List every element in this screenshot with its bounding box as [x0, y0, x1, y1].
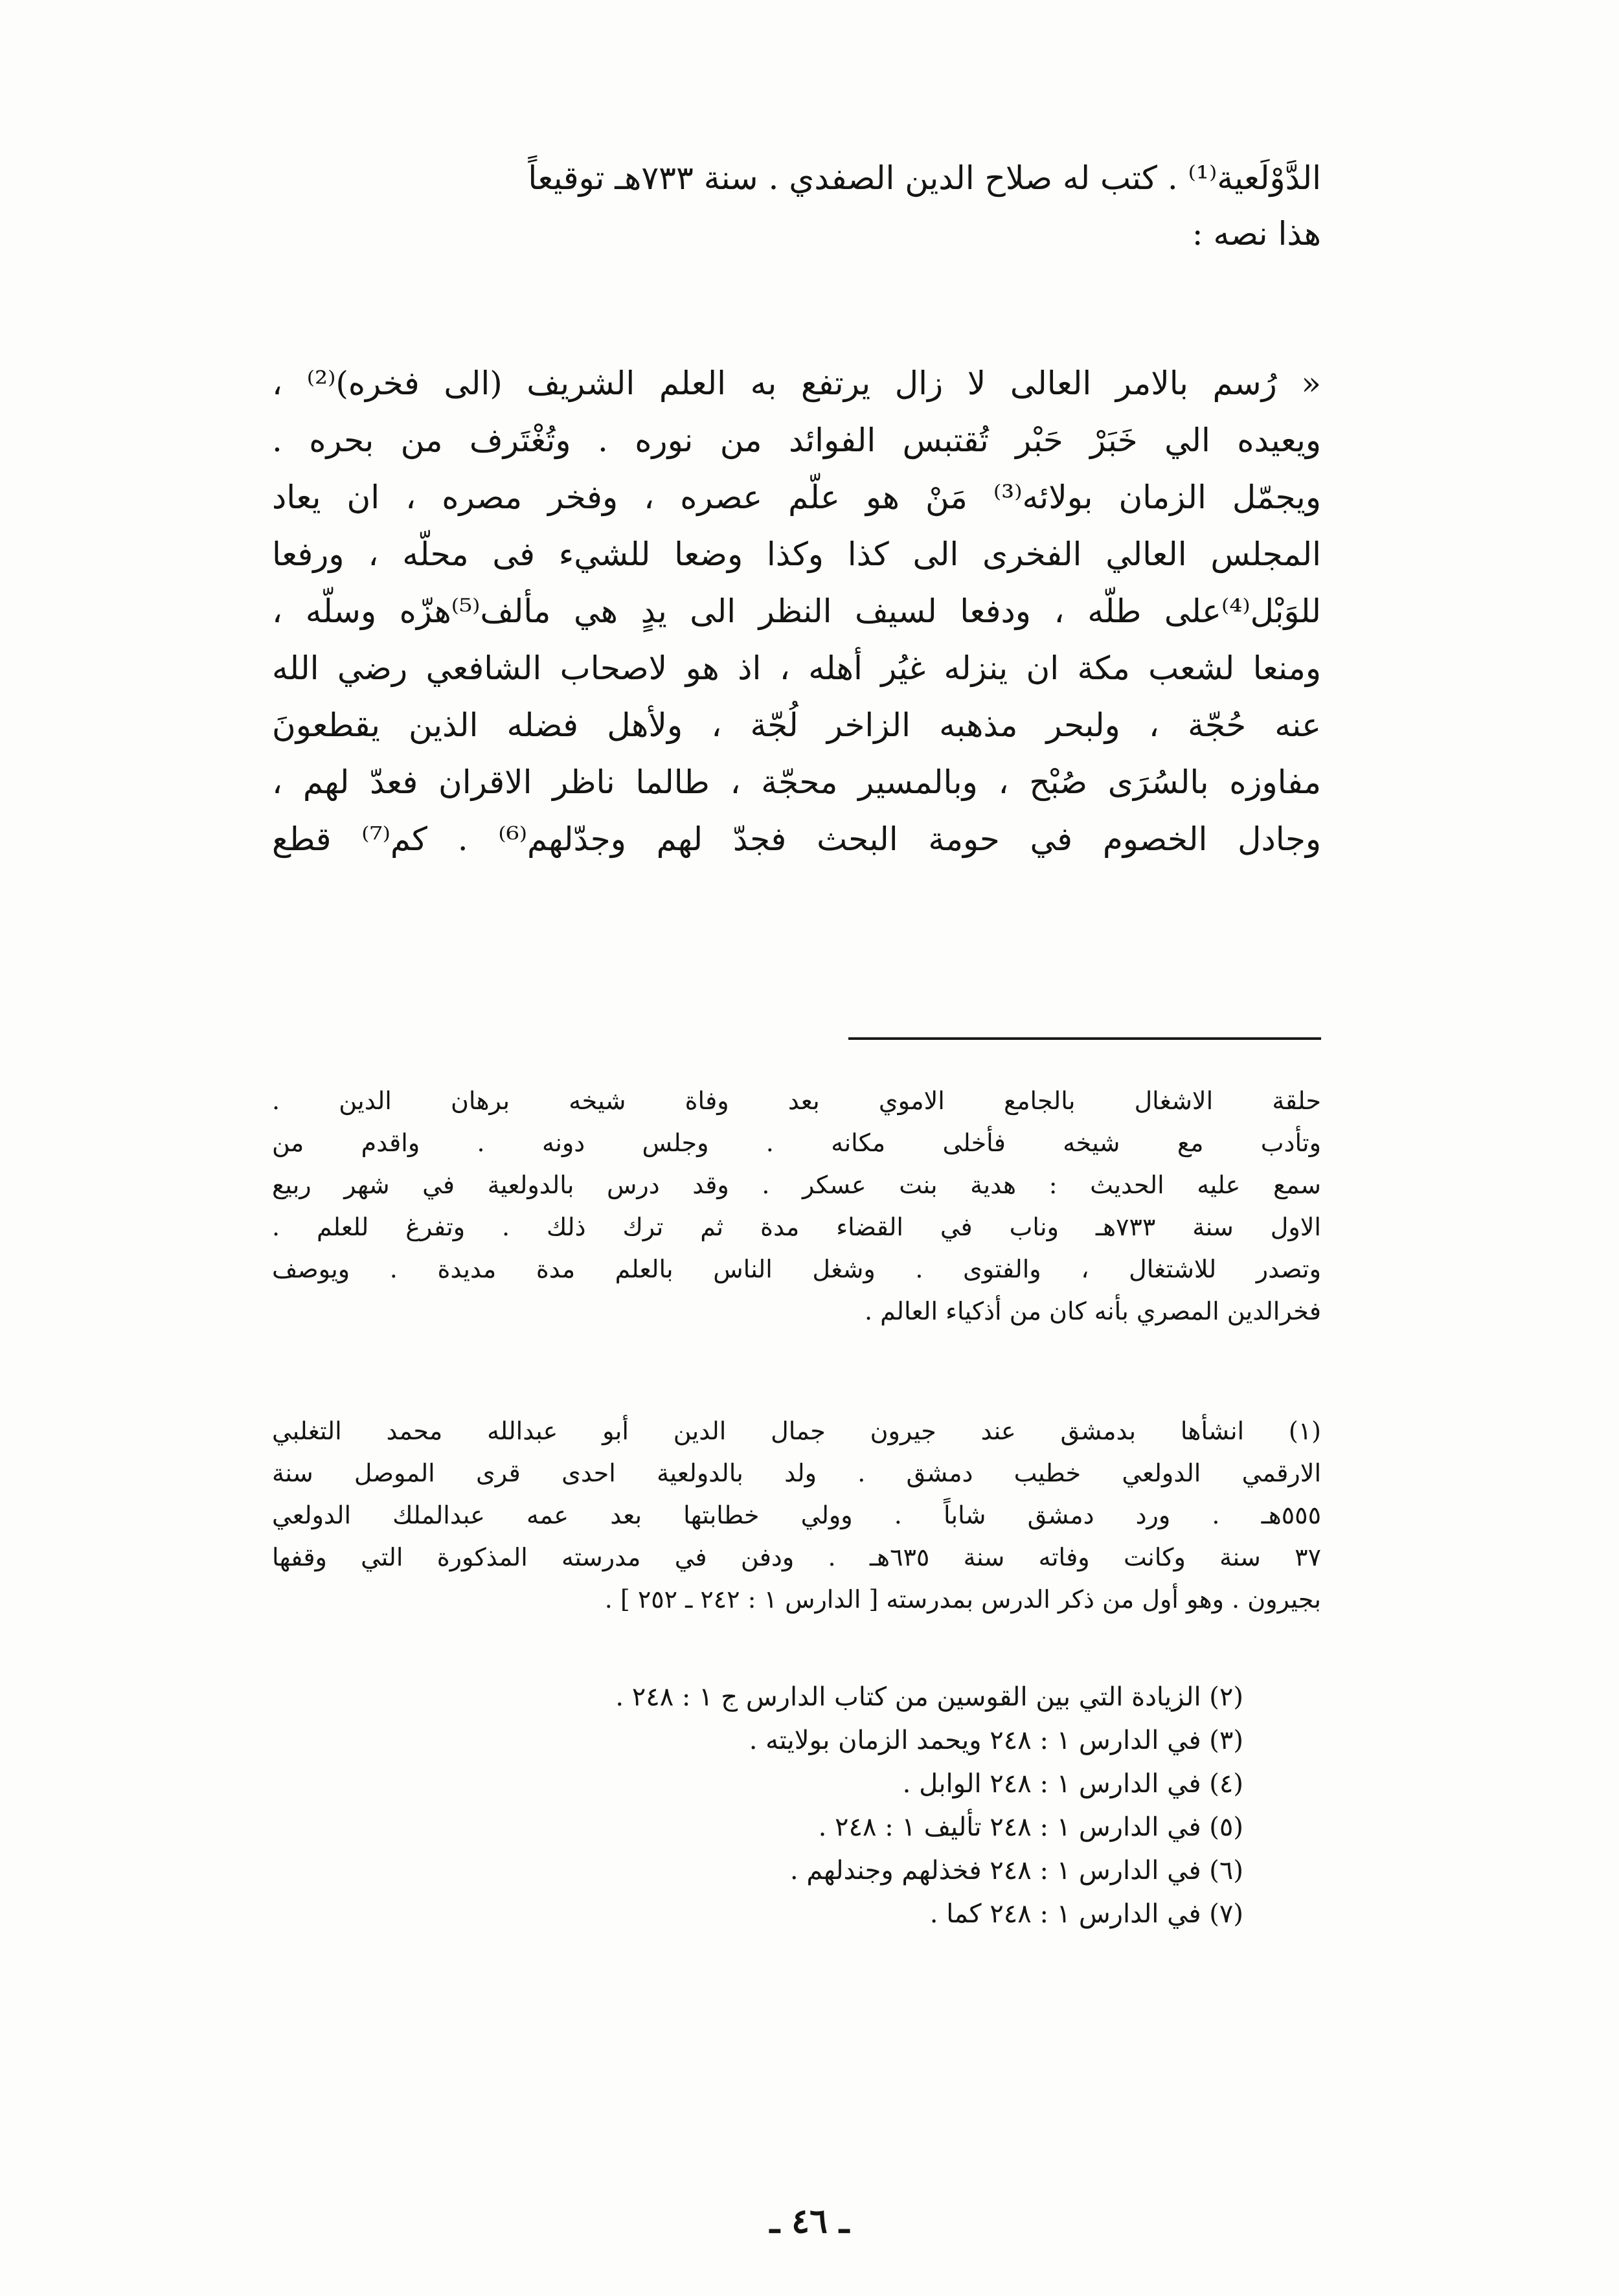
intro-paragraph — [272, 150, 1321, 262]
text-line: وجادل الخصوم في حومة البحث فجدّ لهم وجدّلهم⁽⁶⁾ . كم⁽⁷⁾ قطع — [272, 820, 1321, 858]
footnote-item: (٤) في الدارس ١ : ٢٤٨ الوابل . — [902, 1769, 1243, 1799]
footnote-line: بجيرون . وهو أول من ذكر الدرس بمدرسته [ الدارس ١ : ٢٤٢ ـ ٢٥٢ ] . — [604, 1585, 1321, 1614]
footnote-line: ٣٧ سنة وكانت وفاته سنة ٦٣٥هـ . ودفن في مدرسته المذكورة التي وقفها — [272, 1543, 1321, 1571]
text-line: ومنعا لشعب مكة ان ينزله غيُر أهله ، اذ هو لاصحاب الشافعي رضي الله — [272, 649, 1321, 687]
text-line: هذا نصه : — [1192, 215, 1321, 253]
text-line: للوَبْل⁽⁴⁾على طلّه ، ودفعا لسيف النظر الى يدٍ هي مألف⁽⁵⁾هزّه وسلّه ، — [272, 592, 1321, 630]
footnote-item: (٢) الزيادة التي بين القوسين من كتاب الدارس ج ١ : ٢٤٨ . — [615, 1682, 1243, 1712]
footnote-item: (٥) في الدارس ١ : ٢٤٨ تأليف ١ : ٢٤٨ . — [818, 1812, 1243, 1842]
footnote-line: سمع عليه الحديث : هدية بنت عسكر . وقد درس بالدولعية في شهر ربيع — [272, 1171, 1321, 1199]
footnote-item: (٧) في الدارس ١ : ٢٤٨ كما . — [929, 1899, 1243, 1929]
footnote-item: (٣) في الدارس ١ : ٢٤٨ ويحمد الزمان بولايته . — [749, 1726, 1243, 1755]
footnote-continuation — [272, 1080, 1321, 1333]
footnote-line: الارقمي الدولعي خطيب دمشق . ولد بالدولعية احدى قرى الموصل سنة — [272, 1459, 1321, 1487]
footnote-line: ٥٥٥هـ . ورد دمشق شاباً . وولي خطابتها بعد عمه عبدالملك الدولعي — [272, 1501, 1321, 1529]
footnote-line: فخرالدين المصري بأنه كان من أذكياء العالم . — [864, 1297, 1321, 1325]
footnote-line: وتأدب مع شيخه فأخلى مكانه . وجلس دونه . واقدم من — [272, 1129, 1321, 1157]
text-line: ويجمّل الزمان بولائه⁽³⁾ مَنْ هو علّم عصره ، وفخر مصره ، ان يعاد — [272, 478, 1321, 516]
page-number: ـ ٤٦ ـ — [769, 2201, 850, 2241]
footnote-item: (٦) في الدارس ١ : ٢٤٨ فخذلهم وجندلهم . — [789, 1856, 1243, 1885]
footnotes-list — [272, 1676, 1243, 1936]
footnote-line: حلقة الاشغال بالجامع الاموي بعد وفاة شيخه برهان الدين . — [272, 1086, 1321, 1115]
text-line: المجلس العالي الفخرى الى كذا وكذا وضعا للشيء فى محلّه ، ورفعا — [272, 535, 1321, 573]
decree-quote — [272, 355, 1321, 868]
text-line: مفاوزه بالسُرَى صُبْح ، وبالمسير محجّة ، طالما ناظر الاقران فعدّ لهم ، — [272, 763, 1321, 801]
footnote-line: الاول سنة ٧٣٣هـ وناب في القضاء مدة ثم ترك ذلك . وتفرغ للعلم . — [272, 1213, 1321, 1241]
text-line: « رُسم بالامر العالى لا زال يرتفع به العلم الشريف (الى فخره)⁽²⁾ ، — [272, 365, 1321, 402]
footnote-1 — [272, 1410, 1321, 1621]
footnote-separator — [848, 1037, 1321, 1040]
text-line: ويعيده الي خَبَرْ حَبْر تُقتبس الفوائد من نوره . وتُغْتَرف من بحره . — [272, 422, 1321, 459]
text-line: الدَّوْلَعية⁽¹⁾ . كتب له صلاح الدين الصفدي . سنة ٧٣٣هـ توقيعاً — [528, 159, 1321, 197]
footnote-line: (١) انشأها بدمشق عند جيرون جمال الدين أبو عبدالله محمد التغلبي — [272, 1417, 1321, 1445]
text-line: عنه حُجّة ، ولبحر مذهبه الزاخر لُجّة ، ولأهل فضله الذين يقطعونَ — [272, 706, 1321, 744]
footnote-line: وتصدر للاشتغال ، والفتوى . وشغل الناس بالعلم مدة مديدة . ويوصف — [272, 1255, 1321, 1283]
